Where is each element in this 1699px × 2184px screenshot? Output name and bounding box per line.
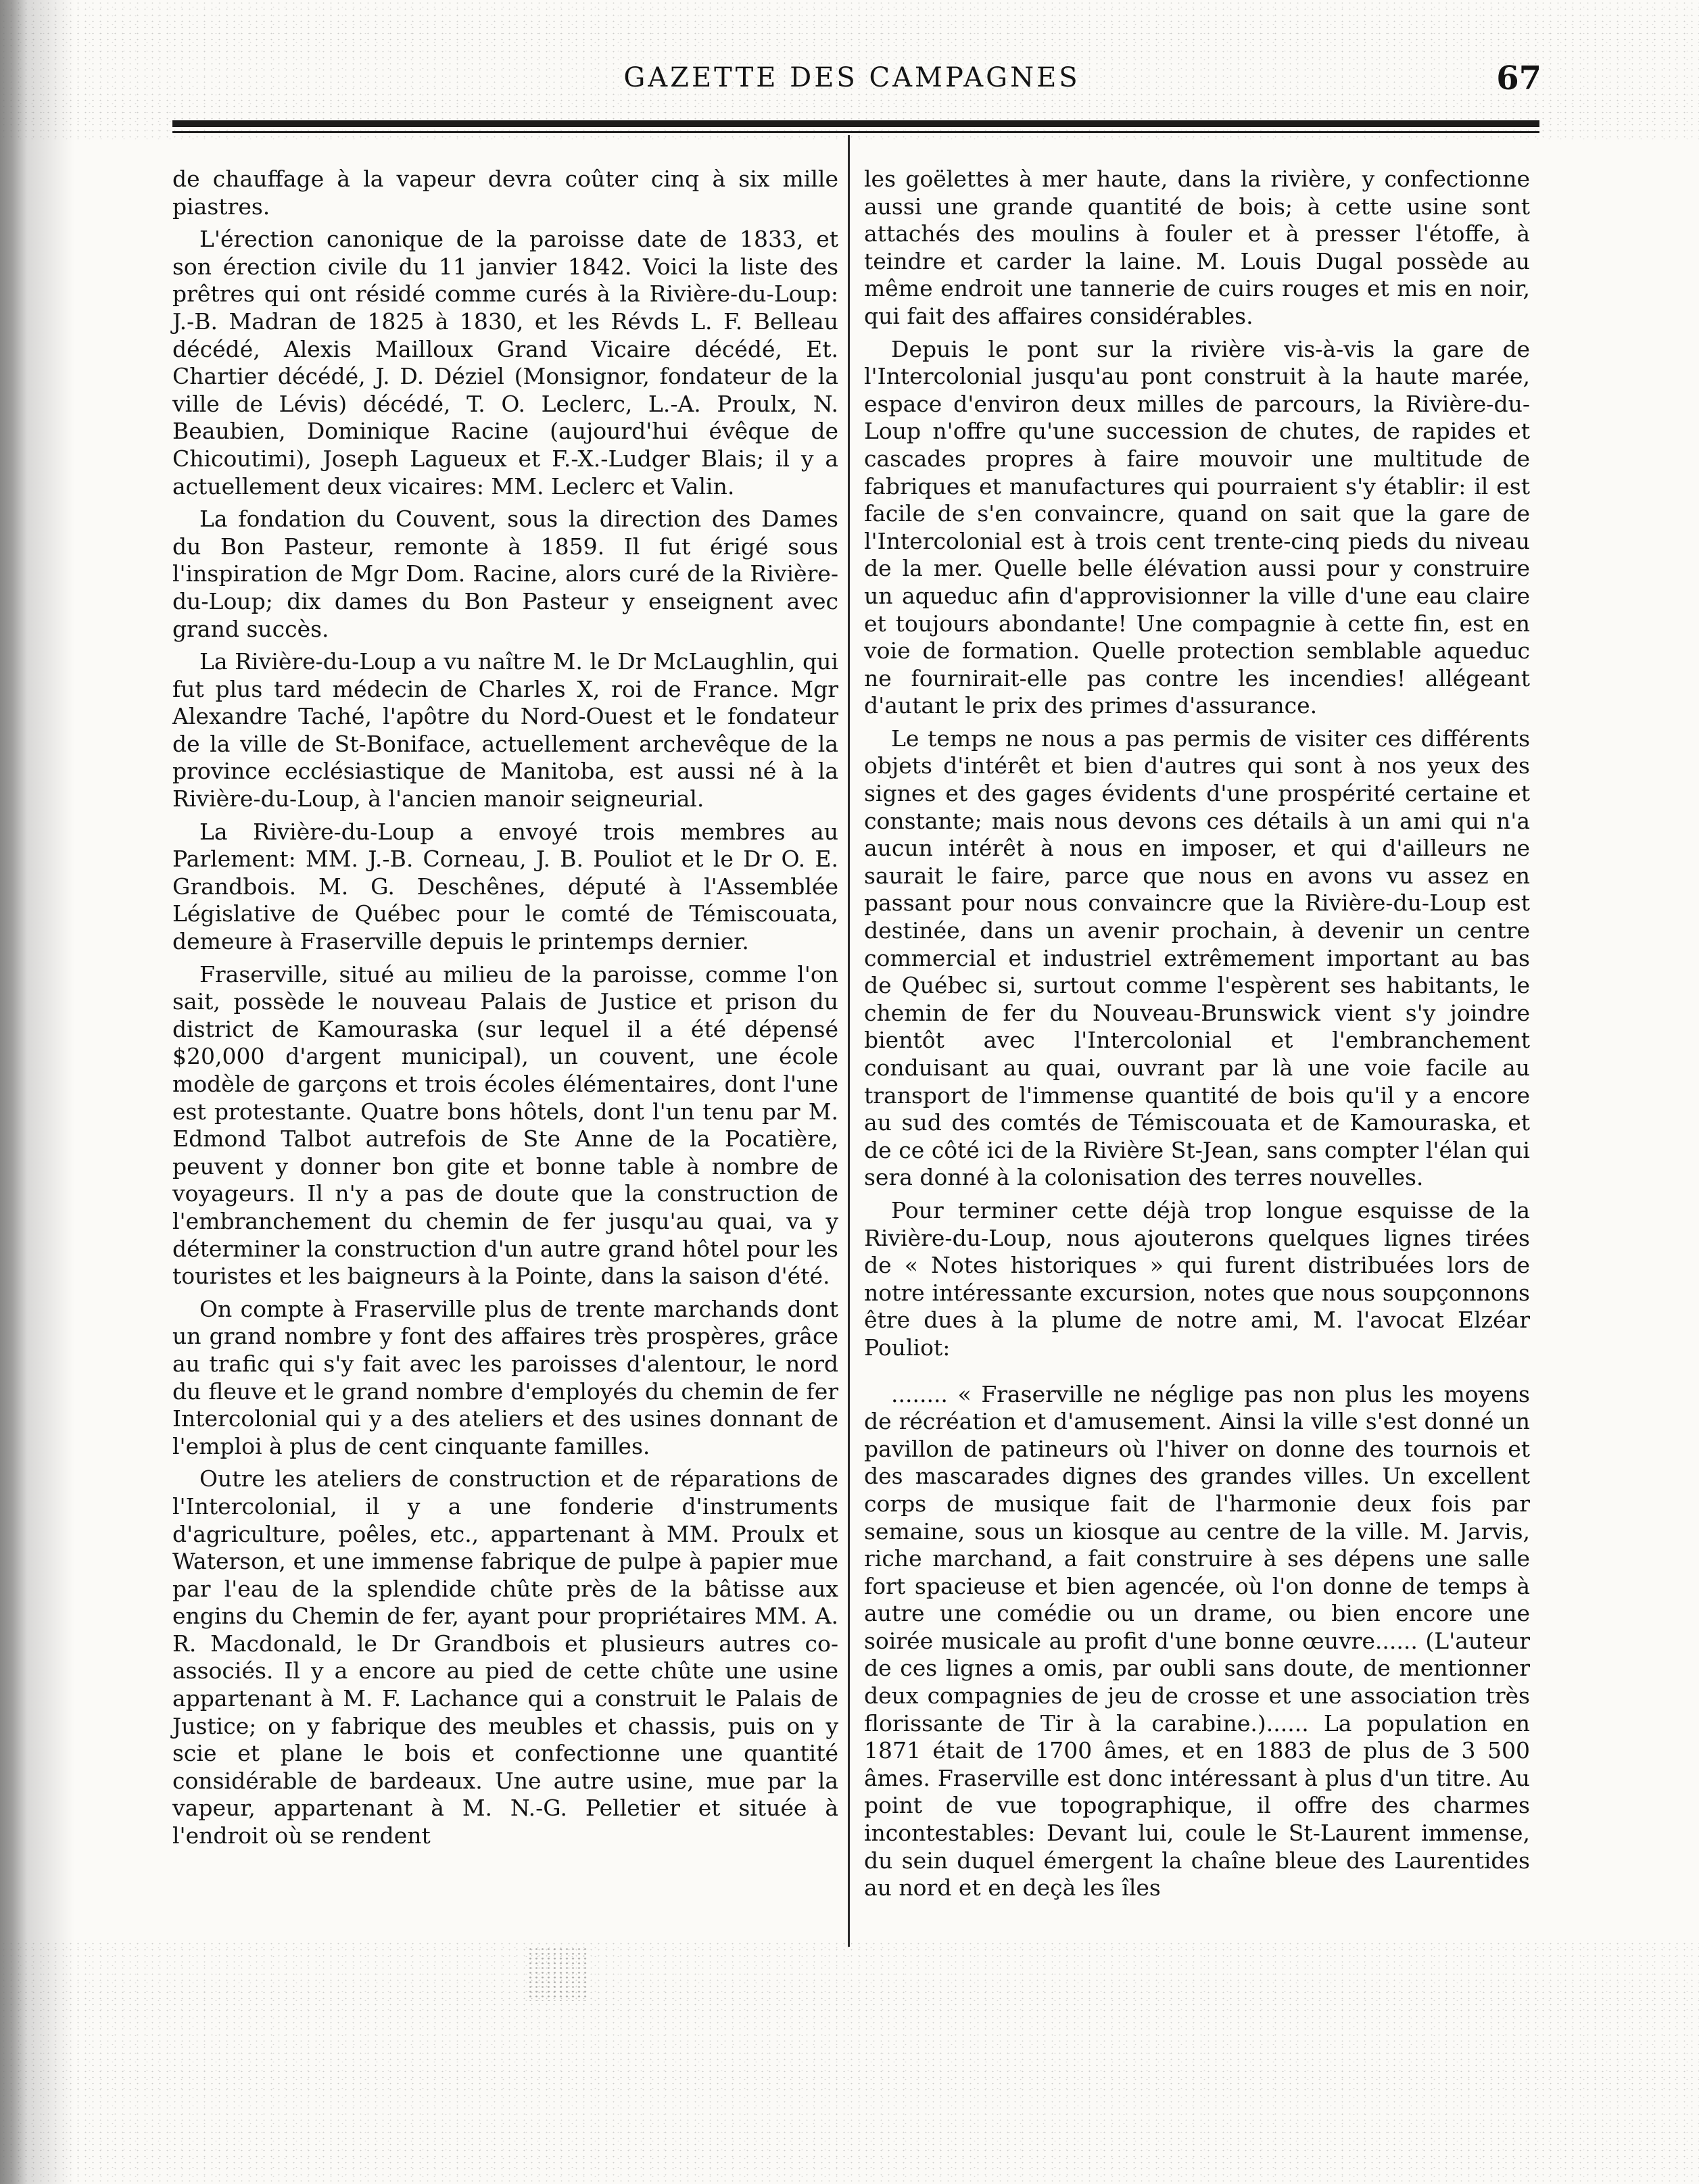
paragraph: de chauffage à la vapeur devra coûter cinq à six mille piastres. [172,166,838,220]
scan-noise-bottom [0,1941,1699,2184]
page-number: 67 [1496,59,1541,97]
paragraph: Le temps ne nous a pas permis de visiter ces différents objets d'intérêt et bien d'autres qui sont à nos yeux des signes et des gages évidents d'une prospérité certaine et constante; mais nous devons ces détails à un ami qui n'a aucun intérêt à nous en imposer, et qui d'ailleurs ne saurait le faire, parce que nous en avons vu assez en passant pour nous convaincre que la Rivière-du-Loup est destinée, dans un avenir prochain, à devenir un centre commercial et industriel extrêmement important au bas de Québec si, surtout comme l'espèrent ses habitants, le chemin de fer du Nouveau-Brunswick vient s'y joindre bientôt avec l'Intercolonial et l'embranchement conduisant au quai, ouvrant par là une voie facile au transport de l'immense quantité de bois qu'il y a encore au sud des comtés de Témiscouata et de Kamouraska, et de ce côté ici de la Rivière St-Jean, sans compter l'élan qui sera donné à la colonisation des terres nouvelles. [864,725,1530,1191]
left-column [172,166,838,1855]
newspaper-title: GAZETTE DES CAMPAGNES [623,62,1080,93]
paragraph: les goëlettes à mer haute, dans la rivière, y confectionne aussi une grande quantité de bois; à cette usine sont attachés des moulins à fouler et à presser l'étoffe, à teindre et carder la laine. M. Louis Dugal possède au même endroit une tannerie de cuirs rouges et mis en noir, qui fait des affaires considérables. [864,166,1530,329]
paragraph: Pour terminer cette déjà trop longue esquisse de la Rivière-du-Loup, nous ajouterons quelques lignes tirées de « Notes historiques » qui furent distribuées lors de notre intéressante excursion, notes que nous soupçonnons être dues à la plume de notre ami, M. l'avocat Elzéar Pouliot: [864,1196,1530,1361]
header-rule-thick [172,120,1539,127]
paragraph: Fraserville, situé au milieu de la paroisse, comme l'on sait, possède le nouveau Palais de Justice et prison du district de Kamouraska (sur lequel il a été dépensé $20,000 d'argent municipal), un couvent, une école modèle de garçons et trois écoles élémentaires, dont l'une est protestante. Quatre bons hôtels, dont l'un tenu par M. Edmond Talbot autrefois de Ste Anne de la Pocatière, peuvent y donner bon gite et bonne table à nombre de voyageurs. Il n'y a pas de doute que la construction de l'embranchement du chemin de fer jusqu'au quai, va y déterminer la construction d'un autre grand hôtel pour les touristes et les baigneurs à la Pointe, dans la saison d'été. [172,961,838,1290]
page-header [176,59,1541,110]
quoted-paragraph: ........ « Fraserville ne néglige pas non plus les moyens de récréation et d'amusement. Ainsi la ville s'est donné un pavillon de patineurs où l'hiver on donne des tournois et des mascarades dignes des grandes villes. Un excellent corps de musique fait de l'harmonie deux fois par semaine, sous un kiosque au centre de la ville. M. Jarvis, riche marchand, a fait construire à ses dépens une salle fort spacieuse et bien agencée, où l'on donne de temps à autre une comédie ou un drame, ou bien encore une soirée musicale au profit d'une bonne œuvre...... (L'auteur de ces lignes a omis, par oubli sans doute, de mentionner deux compagnies de jeu de crosse et une association très florissante de Tir à la carabine.)...... La population en 1871 était de 1700 âmes, et en 1883 de plus de 3 500 âmes. Fraserville est donc intéressant à plus d'un titre. Au point de vue topographique, il offre des charmes incontestables: Devant lui, coule le St-Laurent immense, du sein duquel émergent la chaîne bleue des Laurentides au nord et en deçà les îles [864,1380,1530,1901]
paragraph: La Rivière-du-Loup a vu naître M. le Dr McLaughlin, qui fut plus tard médecin de Charles X, roi de France. Mgr Alexandre Taché, l'apôtre du Nord-Ouest et le fondateur de la ville de St-Boniface, actuellement archevêque de la province ecclésiastique de Manitoba, est aussi né à la Rivière-du-Loup, à l'ancien manoir seigneurial. [172,648,838,812]
paragraph: L'érection canonique de la paroisse date de 1833, et son érection civile du 11 janvier 1842. Voici la liste des prêtres qui ont résidé comme curés à la Rivière-du-Loup: J.-B. Madran de 1825 à 1830, et les Révds L. F. Belleau décédé, Alexis Mailloux Grand Vicaire décédé, Et. Chartier décédé, J. D. Déziel (Monsignor, fondateur de la ville de Lévis) décédé, T. O. Leclerc, L.-A. Proulx, N. Beaubien, Dominique Racine (aujourd'hui évêque de Chicoutimi), Joseph Lagueux et F.-X.-Ludger Blais; il y a actuellement deux vicaires: MM. Leclerc et Valin. [172,226,838,500]
paragraph: Outre les ateliers de construction et de réparations de l'Intercolonial, il y a une fonderie d'instruments d'agriculture, poêles, etc., appartenant à MM. Proulx et Waterson, et une immense fabrique de pulpe à papier mue par l'eau de la splendide chûte près de la bâtisse aux engins du Chemin de fer, ayant pour propriétaires MM. A. R. Macdonald, le Dr Grandbois et plusieurs autres co-associés. Il y a encore au pied de cette chûte une usine appartenant à M. F. Lachance qui a construit le Palais de Justice; on y fabrique des meubles et chassis, puis on y scie et plane le bois et confectionne une quantité considérable de bardeaux. Une autre usine, mue par la vapeur, appartenant à M. N.-G. Pelletier et située à l'endroit où se rendent [172,1465,838,1849]
header-rule-thin [172,131,1539,133]
paragraph: Depuis le pont sur la rivière vis-à-vis la gare de l'Intercolonial jusqu'au pont construit à la haute marée, espace d'environ deux milles de parcours, la Rivière-du-Loup n'offre qu'une succession de chutes, de rapides et cascades propres à faire mouvoir une multitude de fabriques et manufactures qui pourraient s'y établir: il est facile de s'en convaincre, quand on sait que la gare de l'Intercolonial est à trois cent trente-cinq pieds du niveau de la mer. Quelle belle élévation aussi pour y construire un aqueduc afin d'approvisionner la ville d'une eau claire et toujours abondante! Une compagnie à cette fin, est en voie de formation. Quelle protection semblable aqueduc ne fournirait-elle pas contre les incendies! allégeant d'autant le prix des primes d'assurance. [864,335,1530,719]
ink-smudge [527,1947,588,2001]
paragraph: La fondation du Couvent, sous la direction des Dames du Bon Pasteur, remonte à 1859. Il fut érigé sous l'inspiration de Mgr Dom. Racine, alors curé de la Rivière-du-Loup; dix dames du Bon Pasteur y enseignent avec grand succès. [172,506,838,642]
right-column [864,166,1530,1908]
column-divider [848,135,850,1947]
paragraph: On compte à Fraserville plus de trente marchands dont un grand nombre y font des affaires très prospères, grâce au trafic qui s'y fait avec les paroisses d'alentour, le nord du fleuve et le grand nombre d'employés du chemin de fer Intercolonial qui y a des ateliers et des usines donnant de l'emploi à plus de cent cinquante familles. [172,1295,838,1459]
paragraph: La Rivière-du-Loup a envoyé trois membres au Parlement: MM. J.-B. Corneau, J. B. Pouliot et le Dr O. E. Grandbois. M. G. Deschênes, député à l'Assemblée Législative de Québec pour le comté de Témiscouata, demeure à Fraserville depuis le printemps dernier. [172,818,838,955]
page-binding-edge [0,0,81,2184]
